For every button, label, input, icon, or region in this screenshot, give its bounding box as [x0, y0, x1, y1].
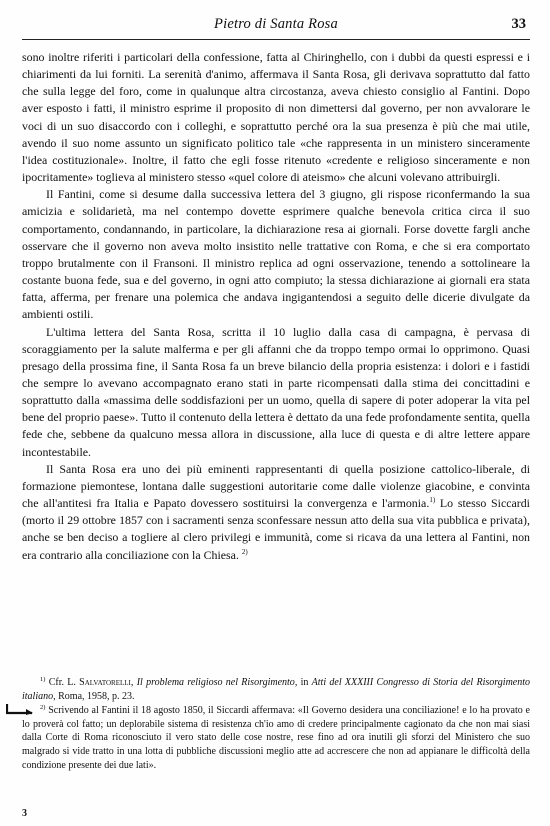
paragraph-4 — [22, 461, 530, 564]
footnote-1-prefix: Cfr. — [45, 677, 68, 688]
footnote-1-separator: , — [130, 677, 137, 688]
running-title: Pietro di Santa Rosa — [214, 16, 338, 32]
stray-page-mark: 3 — [22, 808, 27, 819]
page-number: 33 — [511, 16, 526, 32]
main-text — [22, 49, 530, 564]
footnote-1-title: Il problema religioso nel Risorgimento — [136, 677, 295, 688]
footnote-1-source: Atti del XXXIII Congresso di Storia del Risorgimento italiano — [22, 677, 531, 702]
paragraph-1: sono inoltre riferiti i particolari della confessione, fatta al Chiringhello, con i dubbi da questi espressi e i chiarimenti da lui forniti. La serenità d'animo, affermava il Santa Rosa, gli derivava soprattutto dal fatto che sulla legge del foro, come in qualunque altra circostanza, aveva chiesto consiglio al Fantini. Dopo aver esposto i fatti, il ministro esprime il proposito di non dimettersi dal governo, per non avvalorare le voci di un suo disaccordo con i colleghi, e soprattutto perché ora la sua presenza è più che mai utile, avendo il suo nome assunto un significato politico tale «che rappresenta in un ministero sinceramente l'idea costituzionale». Inoltre, il fatto che egli fosse ritenuto «credente e religioso sinceramente e non ipocritamente» toglieva al ministero stesso «quel colore di ateismo» che alcuni volevano attribuirgli. — [22, 50, 530, 185]
paragraph-2: Il Fantini, come si desume dalla successiva lettera del 3 giugno, gli rispose riconfermando la sua amicizia e solidarietà, ma nel contempo dovette esprimere qualche benevola critica circa il suo comportamento, condannando, in particolare, la dichiarazione resa ai giornali. Forse dovette fargli anche osservare che il governo non aveva molto insistito nelle trattative con Roma, e che si era comportato troppo brutalmente con il Fransoni. Il ministro replica ad ogni osservazione, tenendo a sottolineare la costante buona fede, sua e del governo, in ogni atto compiuto; la stessa dichiarazione ai giornali era stata fatta, afferma, per frenare una polemica che andava ingigantendosi a seguito delle dicerie divulgate da ambienti ostili. — [22, 187, 530, 322]
paragraph-4-text-a: Il Santa Rosa era uno dei più eminenti rappresentanti di quella posizione cattolico-liberale, di formazione piemontese, lontana dalle suggestioni autoritarie come dalle violenze giacobine, e convinta che all'antitesi fra Italia e Papato dovessero sostituirsi la convergenza e l'armonia. — [22, 461, 530, 511]
footnote-1-author: L. Salvatorelli — [67, 677, 131, 688]
footnote-1 — [22, 676, 530, 703]
footnote-1-marker: 1) — [40, 676, 46, 683]
paragraph-3: L'ultima lettera del Santa Rosa, scritta il 10 luglio dalla casa di campagna, è pervasa di scoraggiamento per la salute malferma e per gli affanni che da troppo tempo ormai lo opprimono. Quasi presago della prossima fine, il Santa Rosa fa un breve bilancio della propria esistenza: i dolori e i fastidi che sempre lo avevano accompagnato erano stati in parte ricompensati dalla stima dei concittadini e soprattutto dalla «massima delle soddisfazioni per un uomo, quella di sapere di poter adoperar la vita pel bene del proprio paese». Tutto il contenuto della lettera è dettato da una fede profondamente sentita, quella fede che, sebbene da qualcuno messa allora in discussione, alla luce di questa e di altre lettere appare incontestabile. — [22, 324, 530, 459]
footnote-1-in: , in — [294, 677, 312, 688]
footnote-1-rest: , Roma, 1958, p. 23. — [53, 690, 135, 702]
paragraph-4-text-b: Lo stesso Siccardi (morto il 29 ottobre 1857 con i sacramenti senza sconfessare nessun atto della sua vita pubblica e privata), anche se ben deciso a togliere al clero privilegi e immunità, come si ricava da una lettera al Fantini, non era contrario alla conciliazione con la Chiesa. — [22, 496, 530, 562]
footnote-ref-1: 1) — [429, 496, 436, 505]
running-header — [22, 16, 530, 38]
header-rule — [22, 39, 530, 40]
footnote-2 — [22, 704, 530, 772]
footnote-2-marker: 2) — [40, 704, 46, 712]
footnote-2-text: Scrivendo al Fantini il 18 agosto 1850, il Siccardi affermava: «Il Governo desidera una conciliazione! e lo ha provato e lo proverà col fatto; un deplorabile sistema di resistenza ch'io amo di credere principalmente cagionato da che non mai siasi dalla Corte di Roma riconosciuto il vero stato delle cose nostre, rese fino ad ora inutili gli sforzi del Ministero che suo malgrado si vide tratto in una lotta di pubbliche discussioni meglio atte ad accrescere che non ad appianare le difficoltà della condizione presente dei due lati». — [22, 705, 530, 771]
footnotes — [22, 676, 530, 772]
footnote-ref-2: 2) — [241, 547, 248, 556]
